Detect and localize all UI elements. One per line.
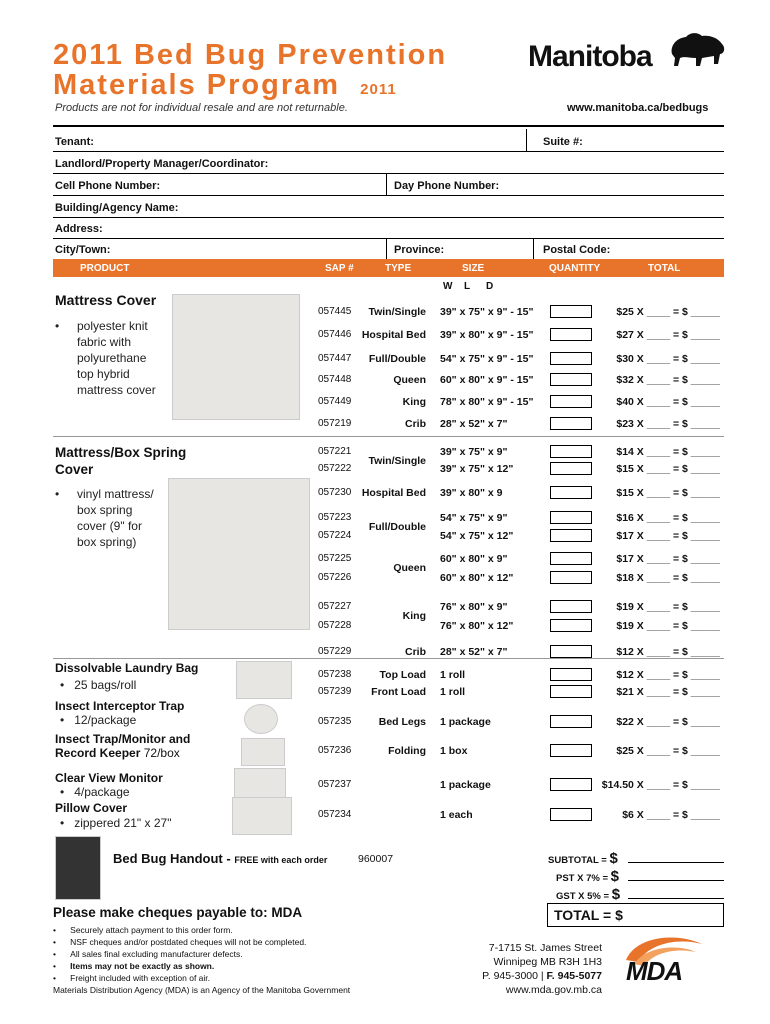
product-size: 39" x 80" x 9" - 15" — [440, 329, 534, 341]
line-total: $16 X ____ = $ _____ — [616, 512, 720, 524]
rule — [53, 151, 724, 152]
section-title — [55, 732, 190, 760]
product-size: 1 each — [440, 809, 473, 821]
section-title-line: Mattress/Box Spring — [55, 445, 187, 460]
section-title: Mattress Cover — [55, 292, 157, 308]
phone-divider — [386, 173, 387, 195]
quantity-input[interactable] — [550, 645, 592, 658]
line-total: $17 X ____ = $ _____ — [616, 530, 720, 542]
subtitle: Products are not for individual resale and are not returnable. — [55, 102, 348, 114]
sap-number: 057445 — [318, 306, 352, 317]
quantity-input[interactable] — [550, 571, 592, 584]
rule — [53, 195, 724, 196]
note-text: Items may not be exactly as shown. — [70, 961, 215, 971]
sap-number: 057228 — [318, 620, 352, 631]
gst-row — [556, 886, 620, 903]
postal-label: Postal Code: — [543, 244, 611, 256]
product-image — [236, 661, 292, 699]
quantity-input[interactable] — [550, 417, 592, 430]
total-field[interactable]: TOTAL = $ — [547, 903, 724, 927]
product-size: 60" x 80" x 9" — [440, 553, 508, 565]
quantity-input[interactable] — [550, 352, 592, 365]
column-total: TOTAL — [648, 263, 681, 274]
note-item: • NSF cheques and/or postdated cheques will not be completed. — [53, 937, 307, 947]
note-item: • Securely attach payment to this order form. — [53, 925, 233, 935]
bullet-text: zippered 21" x 27" — [74, 816, 172, 830]
line-total: $19 X ____ = $ _____ — [616, 620, 720, 632]
product-description: • 4/package — [60, 785, 130, 799]
note-item: • Freight included with exception of air. — [53, 973, 211, 983]
mda-logo-text: MDA — [626, 956, 683, 986]
product-description: • 25 bags/roll — [60, 678, 137, 692]
pst-row — [556, 868, 619, 885]
product-size: 54" x 75" x 9" — [440, 512, 508, 524]
column-sap: SAP # — [325, 263, 354, 274]
quantity-input[interactable] — [550, 744, 592, 757]
product-size: 39" x 80" x 9 — [440, 487, 503, 499]
product-image — [244, 704, 278, 734]
handout-title: Bed Bug Handout - — [113, 851, 235, 866]
line-total: $17 X ____ = $ _____ — [616, 553, 720, 565]
bullet-text: 25 bags/roll — [74, 678, 137, 692]
line-total: $32 X ____ = $ _____ — [616, 374, 720, 386]
pst-label: PST X 7% = — [556, 873, 609, 884]
product-type: Top Load — [379, 669, 426, 681]
handout-line — [113, 851, 327, 866]
product-description: 72/box — [143, 746, 180, 760]
sap-number: 057234 — [318, 809, 352, 820]
section-title-line: Record Keeper — [55, 746, 141, 760]
fax: F. 945-5077 — [546, 970, 602, 982]
quantity-input[interactable] — [550, 445, 592, 458]
dollar-sign: $ — [609, 850, 618, 867]
product-image — [172, 294, 300, 420]
gst-field[interactable] — [628, 898, 724, 899]
handout-free: FREE with each order — [234, 855, 328, 865]
product-type: Hospital Bed — [361, 487, 426, 499]
bullet-text: 4/package — [74, 785, 130, 799]
product-type: Front Load — [371, 686, 426, 698]
sap-number: 057229 — [318, 646, 352, 657]
quantity-input[interactable] — [550, 685, 592, 698]
line-total: $19 X ____ = $ _____ — [616, 601, 720, 613]
section-divider — [53, 658, 724, 659]
section-title: Insect Interceptor Trap — [55, 699, 185, 713]
product-size: 28" x 52" x 7" — [440, 646, 508, 658]
manitoba-logo — [528, 40, 652, 74]
column-quantity: QUANTITY — [549, 263, 601, 274]
section-title: Dissolvable Laundry Bag — [55, 661, 199, 675]
suite-label: Suite #: — [543, 136, 583, 148]
rule — [53, 217, 724, 218]
province-divider — [533, 238, 534, 259]
sap-number: 057238 — [318, 669, 352, 680]
line-total: $22 X ____ = $ _____ — [616, 716, 720, 728]
quantity-input[interactable] — [550, 529, 592, 542]
day-phone-label: Day Phone Number: — [394, 180, 500, 192]
line-total: $14.50 X ____ = $ _____ — [601, 779, 720, 791]
product-type: Folding — [388, 745, 426, 757]
tenant-label: Tenant: — [55, 136, 94, 148]
product-image — [234, 768, 286, 800]
title-line-1: 2011 Bed Bug Prevention — [53, 39, 448, 71]
product-type: Queen — [393, 562, 426, 574]
agency-note: Materials Distribution Agency (MDA) is an Agency of the Manitoba Government — [53, 985, 351, 995]
mda-logo — [616, 930, 724, 995]
line-total: $6 X ____ = $ _____ — [622, 809, 720, 821]
size-l: L — [464, 281, 471, 292]
quantity-input[interactable] — [550, 778, 592, 791]
product-size: 60" x 80" x 12" — [440, 572, 514, 584]
subtotal-label: SUBTOTAL = — [548, 855, 607, 866]
bison-icon — [666, 32, 728, 70]
section-title-line: Cover — [55, 462, 94, 477]
product-type: Hospital Bed — [361, 329, 426, 341]
note-item: • Items may not be exactly as shown. — [53, 961, 215, 971]
rule — [53, 173, 724, 174]
product-description: vinyl mattress/ box spring cover (9" for box spring) — [77, 487, 154, 549]
bullet-text: 12/package — [74, 713, 137, 727]
line-total: $30 X ____ = $ _____ — [616, 353, 720, 365]
product-size: 39" x 75" x 9" - 15" — [440, 306, 534, 318]
product-size: 54" x 75" x 9" - 15" — [440, 353, 534, 365]
line-total: $25 X ____ = $ _____ — [616, 745, 720, 757]
line-total: $40 X ____ = $ _____ — [616, 396, 720, 408]
line-total: $23 X ____ = $ _____ — [616, 418, 720, 430]
sap-number: 057227 — [318, 601, 352, 612]
sap-number: 057446 — [318, 329, 352, 340]
product-type: Full/Double — [368, 521, 426, 533]
section-title: Pillow Cover — [55, 801, 128, 815]
city-divider — [386, 238, 387, 259]
dollar-sign: $ — [610, 868, 619, 885]
product-size: 1 roll — [440, 686, 466, 698]
sap-number: 057219 — [318, 418, 352, 429]
line-total: $12 X ____ = $ _____ — [616, 669, 720, 681]
product-size: 54" x 75" x 12" — [440, 530, 514, 542]
size-w: W — [443, 281, 453, 292]
form-top-rule — [53, 125, 724, 127]
product-description: polyester knit fabric with polyurethane top hybrid mattress cover — [77, 319, 156, 397]
quantity-input[interactable] — [550, 808, 592, 821]
product-image — [241, 738, 285, 766]
quantity-input[interactable] — [550, 395, 592, 408]
quantity-input[interactable] — [550, 462, 592, 475]
sap-number: 057239 — [318, 686, 352, 697]
product-size: 1 package — [440, 716, 491, 728]
product-size: 78" x 80" x 9" - 15" — [440, 396, 534, 408]
note-text: All sales final excluding manufacturer defects. — [70, 949, 243, 959]
line-total: $12 X ____ = $ _____ — [616, 646, 720, 658]
quantity-input[interactable] — [550, 715, 592, 728]
product-image — [232, 797, 292, 835]
sap-number: 057222 — [318, 463, 352, 474]
quantity-input[interactable] — [550, 305, 592, 318]
sap-number: 057225 — [318, 553, 352, 564]
section-title-line: Insect Trap/Monitor and — [55, 732, 191, 746]
sap-number: 057235 — [318, 716, 352, 727]
section-title: Clear View Monitor — [55, 771, 163, 785]
tenant-divider — [526, 129, 527, 151]
product-image — [168, 478, 310, 630]
address-line: 7-1715 St. James Street — [488, 942, 602, 954]
product-description: • zippered 21" x 27" — [60, 816, 172, 830]
gst-label: GST X 5% = — [556, 891, 610, 902]
note-text: Securely attach payment to this order form. — [70, 925, 233, 935]
sap-number: 057237 — [318, 779, 352, 790]
product-size: 76" x 80" x 9" — [440, 601, 508, 613]
cell-phone-label: Cell Phone Number: — [55, 180, 161, 192]
line-total: $25 X ____ = $ _____ — [616, 306, 720, 318]
product-type: Twin/Single — [368, 455, 426, 467]
product-size: 76" x 80" x 12" — [440, 620, 514, 632]
sap-number: 057224 — [318, 530, 352, 541]
title-year: 2011 — [360, 81, 397, 98]
quantity-input[interactable] — [550, 600, 592, 613]
section-title — [55, 444, 186, 478]
payment-notes — [53, 924, 350, 996]
bullet-dot: • — [55, 487, 60, 501]
rule — [53, 238, 724, 239]
note-item: • All sales final excluding manufacturer defects. — [53, 949, 243, 959]
product-size: 1 roll — [440, 669, 466, 681]
page-title — [53, 40, 447, 105]
product-size: 39" x 75" x 12" — [440, 463, 514, 475]
product-type: Twin/Single — [368, 306, 426, 318]
line-total: $21 X ____ = $ _____ — [616, 686, 720, 698]
address-label: Address: — [55, 223, 103, 235]
sap-number: 057230 — [318, 487, 352, 498]
product-type: Full/Double — [368, 353, 426, 365]
line-total: $14 X ____ = $ _____ — [616, 446, 720, 458]
column-product: PRODUCT — [80, 263, 130, 274]
sap-number: 057447 — [318, 353, 352, 364]
line-total: $27 X ____ = $ _____ — [616, 329, 720, 341]
section-divider — [53, 436, 724, 437]
quantity-input[interactable] — [550, 511, 592, 524]
quantity-input[interactable] — [550, 328, 592, 341]
dollar-sign: $ — [611, 886, 621, 903]
subtotal-field[interactable] — [628, 862, 724, 863]
sap-number: 057223 — [318, 512, 352, 523]
product-type: King — [402, 396, 426, 408]
landlord-label: Landlord/Property Manager/Coordinator: — [55, 158, 269, 170]
website-link[interactable]: www.manitoba.ca/bedbugs — [567, 102, 709, 114]
city-label: City/Town: — [55, 244, 111, 256]
quantity-input[interactable] — [550, 552, 592, 565]
column-size: SIZE — [462, 263, 485, 274]
quantity-input[interactable] — [550, 668, 592, 681]
title-line-2: Materials Program — [53, 69, 341, 101]
product-type: King — [402, 610, 426, 622]
product-type: Crib — [405, 646, 426, 658]
size-d: D — [486, 281, 494, 292]
building-label: Building/Agency Name: — [55, 202, 179, 214]
payment-title: Please make cheques payable to: MDA — [53, 905, 303, 920]
subtotal-row — [548, 850, 618, 867]
handout-sap: 960007 — [358, 853, 394, 865]
quantity-input[interactable] — [550, 373, 592, 386]
sap-number: 057448 — [318, 374, 352, 385]
pst-field[interactable] — [628, 880, 724, 881]
mda-address: 7-1715 St. James Street Winnipeg MB R3H 1H3 P. 945-3000 | F. 945-5077 www.mda.gov.mb.ca — [462, 941, 602, 997]
product-size: 28" x 52" x 7" — [440, 418, 508, 430]
quantity-input[interactable] — [550, 619, 592, 632]
quantity-input[interactable] — [550, 486, 592, 499]
product-type: Bed Legs — [378, 716, 426, 728]
handout-image — [55, 836, 101, 900]
bullet-dot: • — [55, 319, 60, 333]
phone: P. 945-3000 — [482, 970, 538, 982]
product-size: 39" x 75" x 9" — [440, 446, 508, 458]
product-type: Queen — [393, 374, 426, 386]
brand-text: Manitoba — [528, 40, 652, 73]
product-size: 60" x 80" x 9" - 15" — [440, 374, 534, 386]
mda-website[interactable]: www.mda.gov.mb.ca — [505, 984, 602, 996]
sap-number: 057221 — [318, 446, 352, 457]
line-total: $15 X ____ = $ _____ — [616, 487, 720, 499]
note-text: Freight included with exception of air. — [70, 973, 211, 983]
note-text: NSF cheques and/or postdated cheques will not be completed. — [70, 937, 307, 947]
sap-number: 057449 — [318, 396, 352, 407]
product-type: Crib — [405, 418, 426, 430]
product-description: • 12/package — [60, 713, 137, 727]
line-total: $18 X ____ = $ _____ — [616, 572, 720, 584]
product-size: 1 package — [440, 779, 491, 791]
sap-number: 057236 — [318, 745, 352, 756]
province-label: Province: — [394, 244, 445, 256]
address-line: Winnipeg MB R3H 1H3 — [493, 956, 602, 968]
column-type: TYPE — [385, 263, 412, 274]
sap-number: 057226 — [318, 572, 352, 583]
product-size: 1 box — [440, 745, 468, 757]
line-total: $15 X ____ = $ _____ — [616, 463, 720, 475]
